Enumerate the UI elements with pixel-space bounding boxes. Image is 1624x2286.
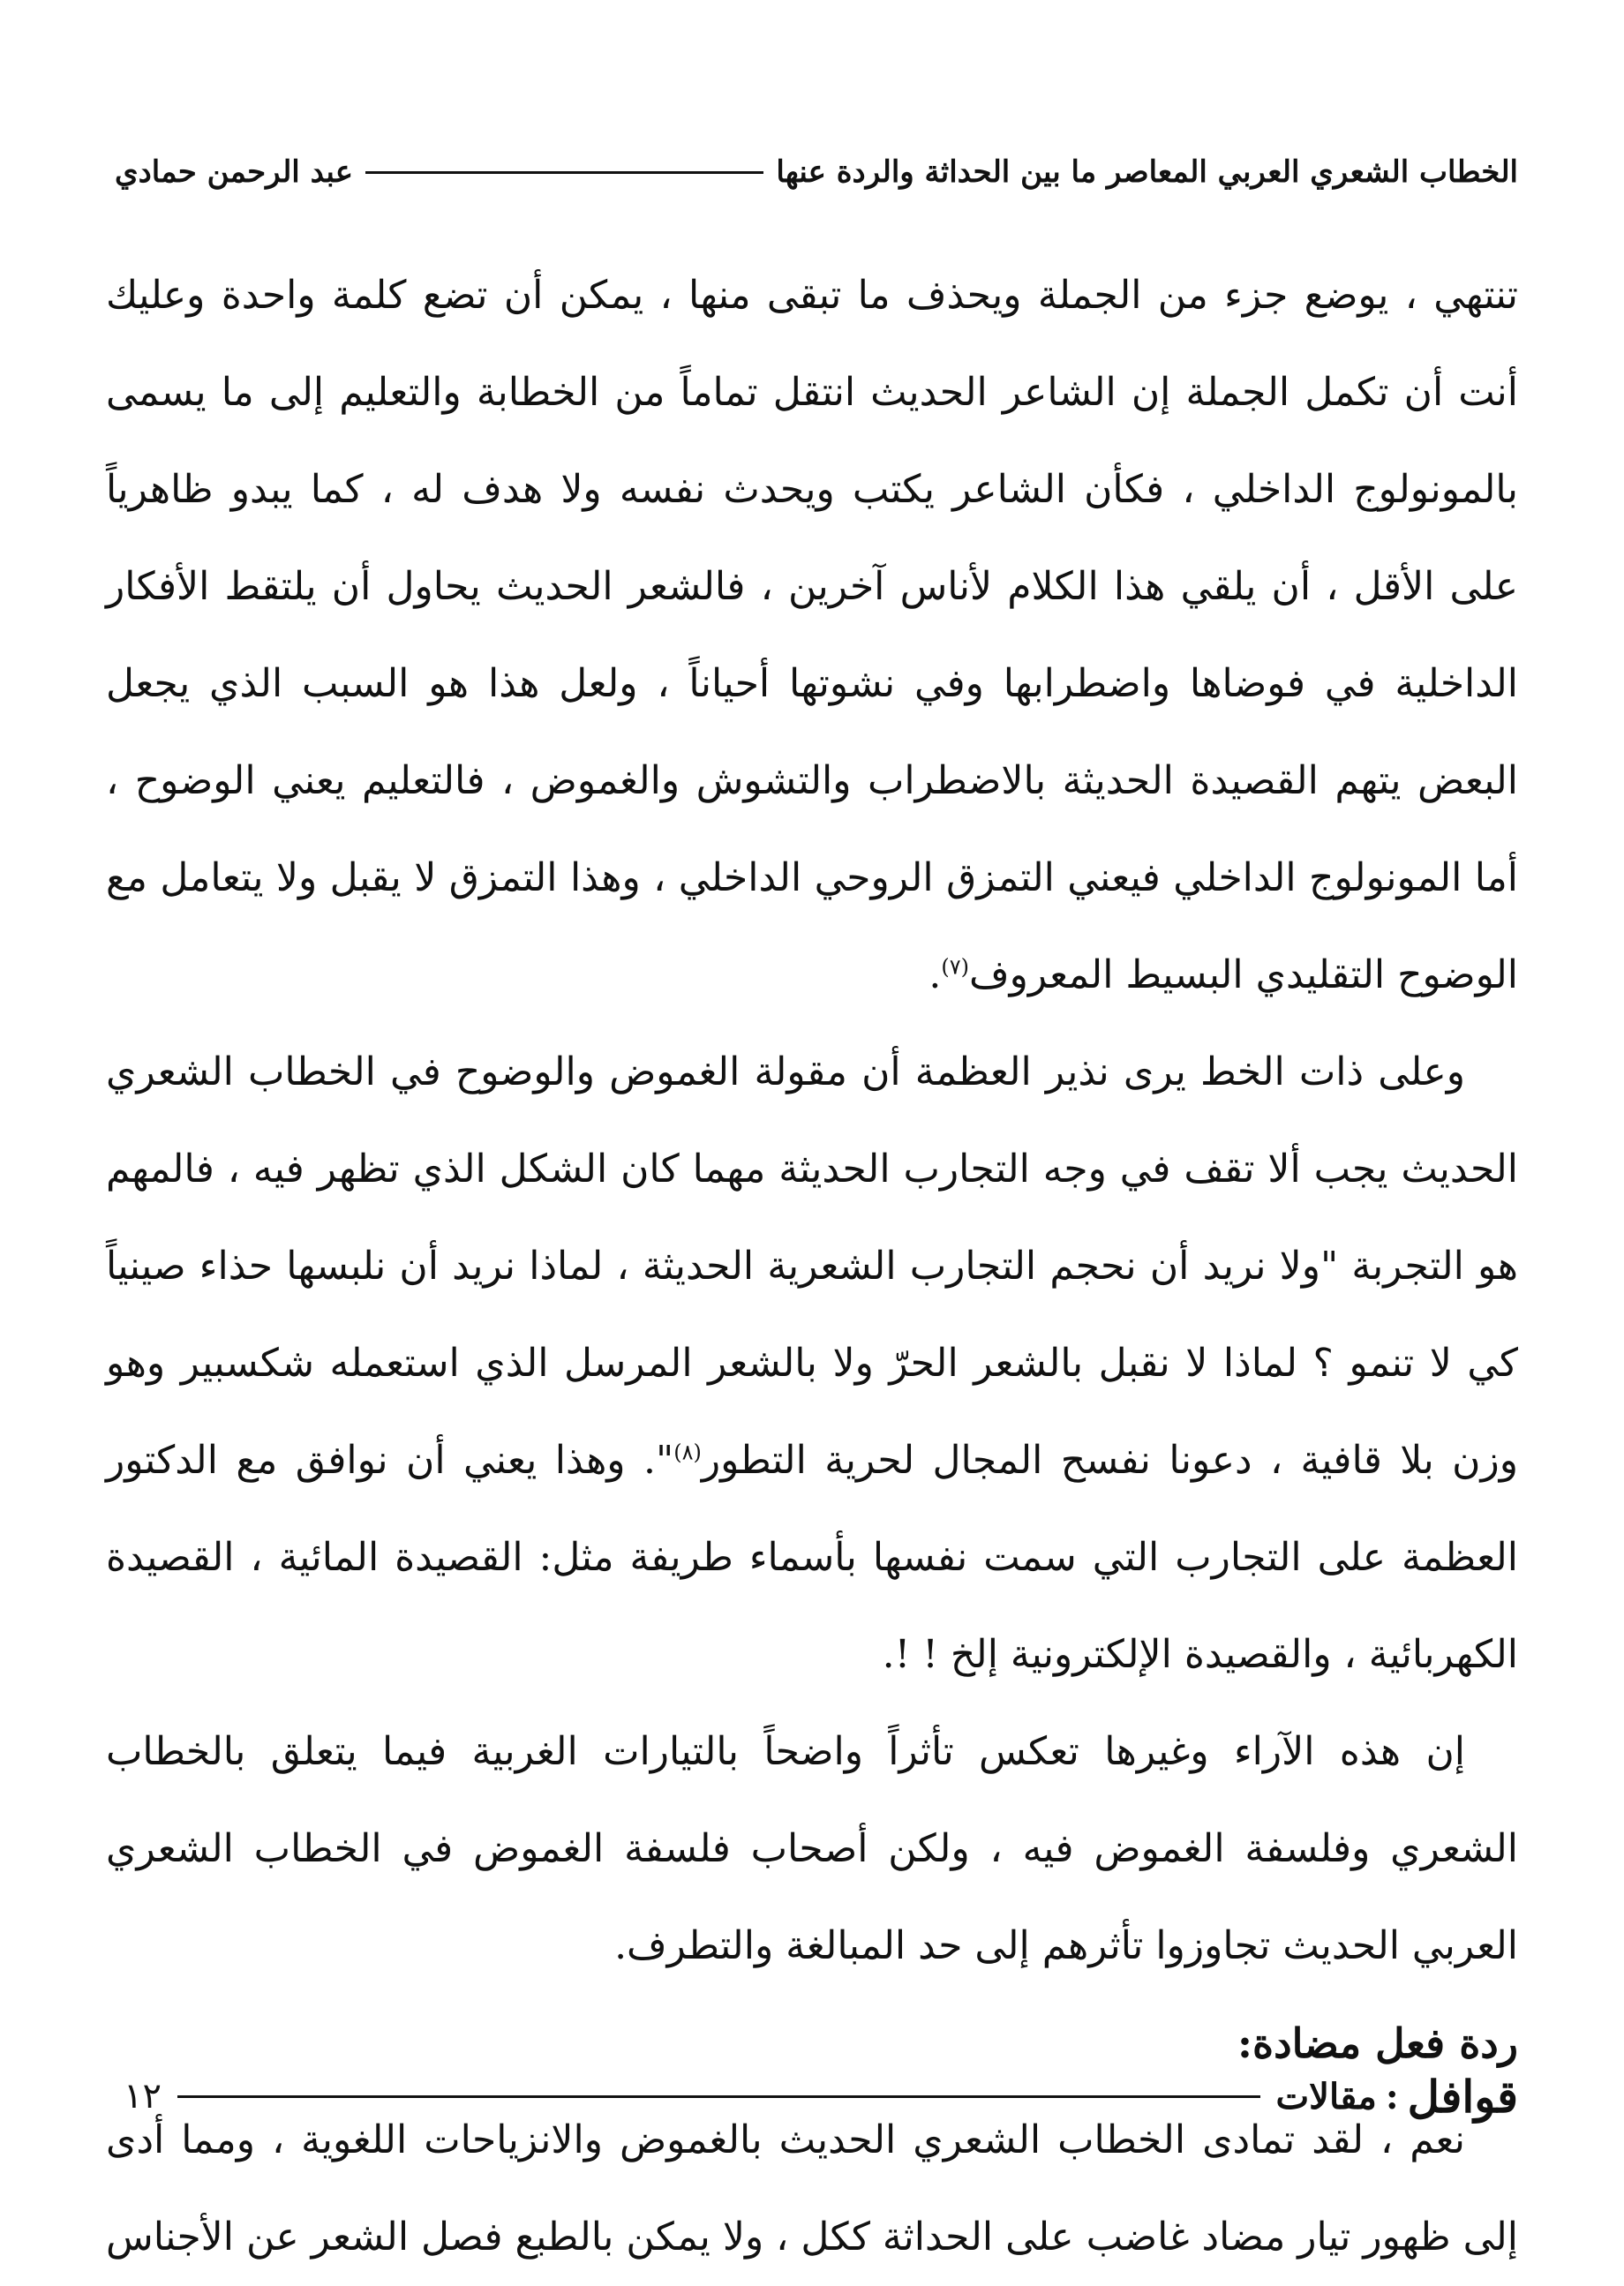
- page-footer: [115, 2057, 1518, 2136]
- footer-journal: قوافل: [1407, 2070, 1518, 2123]
- footer-rule: [177, 2095, 1260, 2098]
- header-author: عبد الرحمن حمادي: [115, 154, 353, 190]
- paragraph-2: [106, 1024, 1518, 1703]
- footnote-ref-7: (٧): [941, 954, 969, 980]
- paragraph-1-text: تنتهي ، يوضع جزء من الجملة ويحذف ما تبقى منها ، يمكن أن تضع كلمة واحدة وعليك أنت أن تكمل الجملة إن الشاعر الحديث انتقل تماماً من الخطابة والتعليم إلى ما يسمى بالمونولوج الداخلي ، فكأن الشاعر يكتب ويحدث نفسه ولا هدف له ، كما يبدو ظاهرياً على الأقل ، أن يلقي هذا الكلام لأناس آخرين ، فالشعر الحديث يحاول أن يلتقط الأفكار الداخلية في فوضاها واضطرابها وفي نشوتها أحياناً ، ولعل هذا هو السبب الذي يجعل البعض يتهم القصيدة الحديثة بالاضطراب والتشوش والغموض ، فالتعليم يعني الوضوح ، أما المونولوج الداخلي فيعني التمزق الروحي الداخلي ، وهذا التمزق لا يقبل ولا يتعامل مع الوضوح التقليدي البسيط المعروف: [106, 273, 1518, 997]
- body-text: [106, 247, 1518, 2286]
- page-number: ١٢: [124, 2076, 162, 2117]
- section-heading: ردة فعل مضادة:: [1237, 2019, 1518, 2067]
- paragraph-1: [106, 247, 1518, 1024]
- paragraph-1-end: .: [929, 952, 942, 997]
- header-title: الخطاب الشعري العربي المعاصر ما بين الحداثة والردة عنها: [776, 154, 1518, 190]
- footer-separator: :: [1385, 2075, 1399, 2117]
- running-header: [115, 132, 1518, 212]
- paragraph-4-text: نعم ، لقد تمادى الخطاب الشعري الحديث بالغموض والانزياحات اللغوية ، ومما أدى إلى ظهور تيار مضاد غاضب على الحداثة ككل ، ولا يمكن بالطبع فصل الشعر عن الأجناس: [106, 2117, 1518, 2260]
- paragraph-3-text: إن هذه الآراء وغيرها تعكس تأثراً واضحاً بالتيارات الغربية فيما يتعلق بالخطاب الشعري وفلسفة الغموض فيه ، ولكن أصحاب فلسفة الغموض في الخطاب الشعري العربي الحديث تجاوزوا تأثرهم إلى حد المبالغة والتطرف.: [106, 1729, 1518, 1968]
- paragraph-3: [106, 1703, 1518, 1995]
- footer-section: مقالات: [1275, 2075, 1377, 2117]
- header-rule: [365, 171, 763, 174]
- footnote-ref-8: (٨): [673, 1440, 702, 1465]
- paragraph-2-text: وعلى ذات الخط يرى نذير العظمة أن مقولة الغموض والوضوح في الخطاب الشعري الحديث يجب ألا تقف في وجه التجارب الحديثة مهما كان الشكل الذي تظهر فيه ، فالمهم هو التجربة "ولا نريد أن نحجم التجارب الشعرية الحديثة ، لماذا نريد أن نلبسها حذاء صينياً كي لا تنمو ؟ لماذا لا نقبل بالشعر الحرّ ولا بالشعر المرسل الذي استعمله شكسبير وهو وزن بلا قافية ، دعونا نفسح المجال لحرية التطور: [106, 1049, 1518, 1483]
- paragraph-2-end: ". وهذا يعني أن نوافق مع الدكتور العظمة على التجارب التي سمت نفسها بأسماء طريفة مثل: القصيدة المائية ، القصيدة الكهربائية ، والقصيدة الإلكترونية إلخ ! !.: [106, 1438, 1518, 1677]
